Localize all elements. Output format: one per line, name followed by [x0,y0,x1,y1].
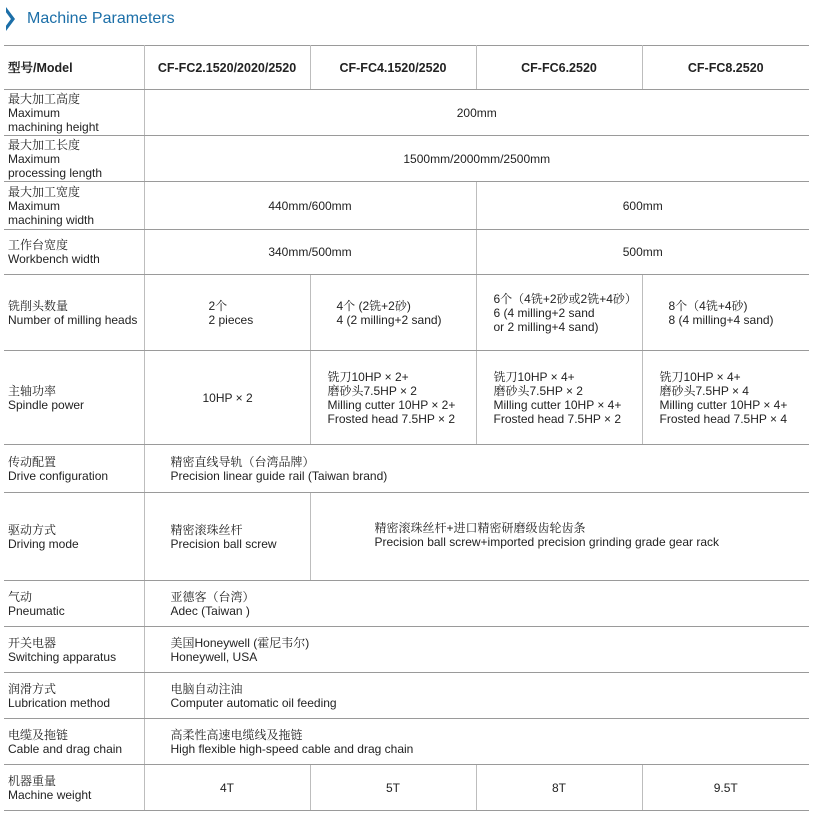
row-label-cn: 最大加工宽度 [8,184,81,199]
cell-line: Honeywell, USA [170,649,258,664]
row-label [4,765,144,811]
table-row-pneumatic [4,581,809,627]
cell-line: Milling cutter 10HP × 4+ [493,397,622,412]
cell-value [144,673,809,719]
cell-value [144,719,809,765]
row-label-cn: 最大加工高度 [8,91,81,106]
cell-line: Precision ball screw+imported precision grinding grade gear rack [374,535,720,549]
table-row-milling-heads [4,275,809,351]
row-label-en: Number of milling heads [8,312,138,327]
table-row-max-length [4,136,809,182]
cell-line: 2 pieces [208,312,254,327]
table-row-lubrication [4,673,809,719]
cell-value [144,445,809,493]
table-row-spindle-power [4,351,809,445]
row-label-en: Maximum [8,151,61,166]
cell-line: 8个（4铣+4砂) [668,298,748,313]
cell-value: 9.5T [642,765,809,811]
row-label [4,230,144,275]
row-label [4,275,144,351]
row-label [4,90,144,136]
row-label [4,673,144,719]
table-row-switching [4,627,809,673]
table-row-weight [4,765,809,811]
row-label [4,627,144,673]
cell-line: Precision ball screw [170,536,277,551]
cell-line: 6 (4 milling+2 sand [493,305,595,320]
model-name: CF-FC6.2520 [476,46,642,90]
cell-value: 600mm [476,182,809,230]
cell-line: 高柔性高速电缆线及拖链 [170,727,303,742]
chevron-right-icon [6,7,15,31]
cell-value: 200mm [144,90,809,136]
cell-line: 美国Honeywell (霍尼韦尔) [170,635,310,650]
machine-parameters-table [4,45,809,811]
cell-value: 4T [144,765,310,811]
cell-value: 500mm [476,230,809,275]
row-label-en: Pneumatic [8,603,65,618]
table-row-max-width [4,182,809,230]
row-label-en: Cable and drag chain [8,741,123,756]
row-label-en: Driving mode [8,536,79,551]
row-label-en: Machine weight [8,787,92,802]
row-label [4,719,144,765]
cell-line: 6个（4铣+2砂或2铣+4砂） [493,291,637,306]
table-row-drive-config [4,445,809,493]
row-label-en: Switching apparatus [8,649,117,664]
table-row-driving-mode [4,493,809,581]
row-label [4,136,144,182]
row-label [4,182,144,230]
row-label-en: Maximum [8,105,61,120]
cell-line: Computer automatic oil feeding [170,695,337,710]
row-label [4,493,144,581]
cell-line: 4个 (2铣+2砂) [336,298,411,313]
cell-value [144,275,310,351]
cell-line: 磨砂头7.5HP × 2 [327,383,417,398]
cell-line: 精密滚珠丝杆+进口精密研磨级齿轮齿条 [374,521,586,535]
cell-value [642,275,809,351]
cell-line: Frosted head 7.5HP × 4 [659,411,788,426]
cell-value [476,275,642,351]
row-label-en: Workbench width [8,252,100,266]
cell-value: 440mm/600mm [144,182,476,230]
cell-value [144,627,809,673]
cell-line: Frosted head 7.5HP × 2 [493,411,622,426]
row-label-cn: 驱动方式 [8,522,57,537]
row-label [4,445,144,493]
cell-value: 8T [476,765,642,811]
cell-line: 8 (4 milling+4 sand) [668,312,774,327]
cell-value: 340mm/500mm [144,230,476,275]
row-label-cn: 开关电器 [8,635,57,650]
cell-line: 精密滚珠丝杆 [170,522,243,537]
cell-value: 1500mm/2000mm/2500mm [144,136,809,182]
cell-line: Frosted head 7.5HP × 2 [327,411,456,426]
cell-line: Milling cutter 10HP × 2+ [327,397,456,412]
cell-line: Milling cutter 10HP × 4+ [659,397,788,412]
model-name: CF-FC4.1520/2520 [310,46,476,90]
cell-value: 5T [310,765,476,811]
row-label-cn: 润滑方式 [8,681,57,696]
cell-line: 亚德客（台湾） [170,589,255,604]
cell-line: Adec (Taiwan ) [170,603,250,618]
cell-line: Precision linear guide rail (Taiwan brand) [170,468,388,483]
table-row-cable [4,719,809,765]
row-label-cn: 最大加工长度 [8,137,81,152]
row-label-cn: 气动 [8,589,33,604]
cell-value [144,493,310,581]
row-label-cn: 电缆及拖链 [8,727,69,742]
cell-value [642,351,809,445]
row-label-en: Spindle power [8,397,85,412]
table-row-workbench [4,230,809,275]
model-name: CF-FC2.1520/2020/2520 [144,46,310,90]
cell-line: High flexible high-speed cable and drag chain [170,741,414,756]
section-header [6,6,175,32]
row-label-en: processing length [8,165,103,180]
cell-line: 磨砂头7.5HP × 2 [493,383,583,398]
section-title: Machine Parameters [27,10,175,27]
cell-line: or 2 milling+4 sand) [493,319,599,334]
cell-line: 磨砂头7.5HP × 4 [659,383,749,398]
row-label-en: machining height [8,119,99,134]
row-label-en: Drive configuration [8,468,109,483]
cell-line: 4 (2 milling+2 sand) [336,312,442,327]
cell-value [310,493,809,581]
table-row-max-height [4,90,809,136]
row-label-cn: 铣削头数量 [8,298,69,313]
cell-value [310,351,476,445]
cell-line: 精密直线导轨（台湾品牌） [170,454,315,469]
row-label-cn: 主轴功率 [8,383,57,398]
cell-value [144,581,809,627]
row-label [4,351,144,445]
cell-line: 铣刀10HP × 2+ [327,369,409,384]
row-label [4,581,144,627]
row-label-en: Maximum [8,198,61,213]
cell-line: 电脑自动注油 [170,681,243,696]
row-label-cn: 工作台宽度 [8,238,69,252]
cell-value: 10HP × 2 [144,351,310,445]
cell-line: 2个 [208,298,228,313]
cell-value [310,275,476,351]
row-label-en: Lubrication method [8,695,111,710]
cell-line: 铣刀10HP × 4+ [659,369,741,384]
cell-line: 铣刀10HP × 4+ [493,369,575,384]
model-name: CF-FC8.2520 [642,46,809,90]
model-label: 型号/Model [4,46,144,90]
cell-value [476,351,642,445]
row-label-en: machining width [8,212,95,227]
row-label-cn: 机器重量 [8,773,57,788]
row-label-cn: 传动配置 [8,454,57,469]
table-header-row [4,46,809,90]
